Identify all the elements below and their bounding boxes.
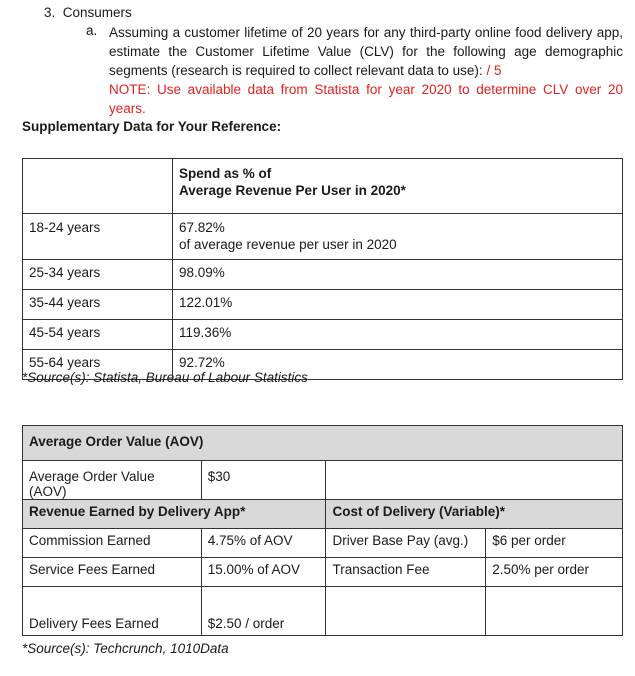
age-cell: 45-54 years <box>23 320 173 350</box>
table-row <box>23 290 623 320</box>
spend-table-header <box>23 159 623 214</box>
table-row <box>23 529 623 558</box>
rev-label: Commission Earned <box>23 529 202 558</box>
rev-label: Delivery Fees Earned <box>23 587 202 636</box>
table-row <box>23 558 623 587</box>
spend-header-line1: Spend as % of <box>179 166 272 181</box>
supplementary-title: Supplementary Data for Your Reference: <box>22 119 282 134</box>
spend-header-empty <box>23 159 173 214</box>
table-row <box>23 320 623 350</box>
spend-value: 119.36% <box>173 320 623 350</box>
aov-title: Average Order Value (AOV) <box>23 426 623 461</box>
spend-header-cell <box>173 159 623 214</box>
cost-label: Driver Base Pay (avg.) <box>326 529 486 558</box>
rev-value: 15.00% of AOV <box>201 558 326 587</box>
spend-value: 92.72% <box>173 350 623 380</box>
spend-cell <box>173 214 623 260</box>
question-note: NOTE: Use available data from Statista for year 2020 to determine CLV over 20 years. <box>109 82 623 116</box>
cost-header: Cost of Delivery (Variable)* <box>326 500 623 529</box>
rev-value: 4.75% of AOV <box>201 529 326 558</box>
spend-value: 122.01% <box>173 290 623 320</box>
aov-table <box>22 425 623 636</box>
aov-source: *Source(s): Techcrunch, 1010Data <box>22 641 229 656</box>
rev-label: Service Fees Earned <box>23 558 202 587</box>
aov-label: Average Order Value (AOV) <box>23 461 202 500</box>
cost-value: 2.50% per order <box>486 558 623 587</box>
spend-extra: of average revenue per user in 2020 <box>179 237 397 252</box>
cost-value: $6 per order <box>486 529 623 558</box>
cost-value <box>486 587 623 636</box>
aov-section-headers <box>23 500 623 529</box>
cost-label <box>326 587 486 636</box>
table-row <box>23 587 623 636</box>
aov-title-row <box>23 426 623 461</box>
aov-row <box>23 461 623 500</box>
age-cell: 55-64 years <box>23 350 173 380</box>
aov-empty <box>326 461 623 500</box>
revenue-header: Revenue Earned by Delivery App* <box>23 500 326 529</box>
rev-value: $2.50 / order <box>201 587 326 636</box>
question-sub-label: a. <box>86 23 98 38</box>
question-marks: / 5 <box>486 63 502 78</box>
question-number-label: 3. <box>44 5 56 20</box>
cost-label: Transaction Fee <box>326 558 486 587</box>
question-number <box>44 5 132 20</box>
question-title: Consumers <box>62 5 132 20</box>
question-text: Assuming a customer lifetime of 20 years for any third-party online food delivery app, estimate the Customer Lifetime Value (CLV) for the following age demographic segments (research is required to collect relevant data to use): <box>109 25 623 78</box>
spend-source: *Source(s): Statista, Bureau of Labour Statistics <box>22 370 308 385</box>
question-body <box>109 23 623 118</box>
spend-header-line2: Average Revenue Per User in 2020* <box>179 183 406 198</box>
aov-value: $30 <box>201 461 326 500</box>
table-row <box>23 260 623 290</box>
spend-value: 67.82% <box>179 220 225 235</box>
table-row <box>23 214 623 260</box>
spend-table <box>22 158 623 380</box>
age-cell: 18-24 years <box>23 214 173 260</box>
age-cell: 25-34 years <box>23 260 173 290</box>
age-cell: 35-44 years <box>23 290 173 320</box>
spend-value: 98.09% <box>173 260 623 290</box>
